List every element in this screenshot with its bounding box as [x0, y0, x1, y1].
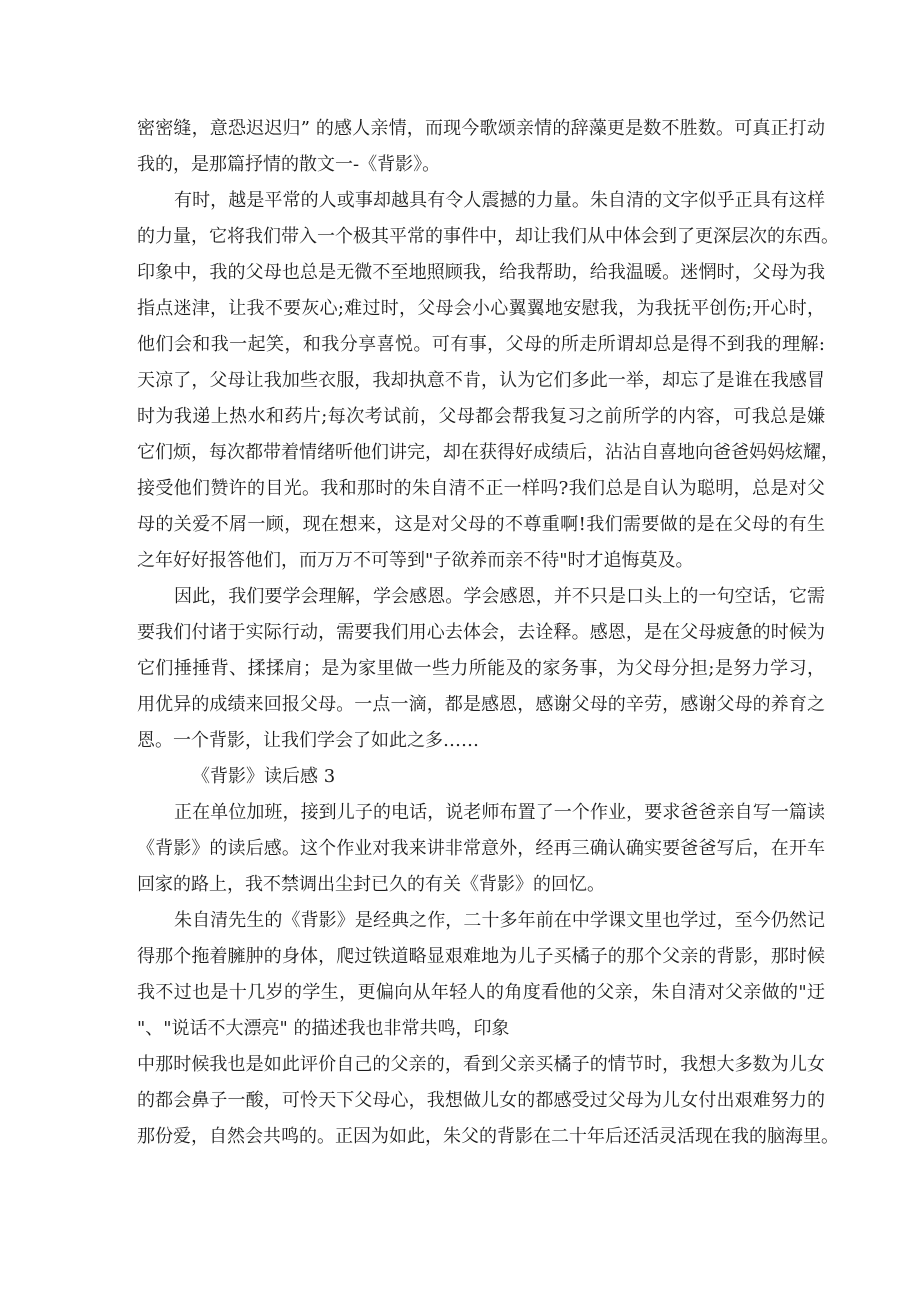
text-line: 天凉了，父母让我加些衣服，我却执意不肯，认为它们多此一举，却忘了是谁在我感冒: [137, 370, 825, 391]
section-heading: 《背影》读后感 3: [192, 766, 336, 787]
text-line: 恩。一个背影，让我们学会了如此之多……: [137, 730, 479, 751]
text-line: 他们会和我一起笑，和我分享喜悦。可有事，父母的所走所谓却总是得不到我的理解:: [137, 334, 825, 355]
text-line: 要我们付诸于实际行动，需要我们用心去体会，去诠释。感恩，是在父母疲惫的时候为: [137, 622, 825, 643]
text-line: 之年好好报答他们，而万万不可等到"子欲养而亲不待"时才追悔莫及。: [137, 550, 694, 571]
paragraph-first-line: 有时，越是平常的人或事却越具有令人震撼的力量。朱自清的文字似乎正具有这样: [174, 190, 825, 211]
text-line: 时为我递上热水和药片;每次考试前，父母都会帮我复习之前所学的内容，可我总是嫌: [137, 406, 825, 427]
text-line: 中那时候我也是如此评价自己的父亲的，看到父亲买橘子的情节时，我想大多数为儿女: [137, 1054, 825, 1075]
text-line: 我的，是那篇抒情的散文一-《背影》。: [137, 154, 441, 175]
text-line: 的力量，它将我们带入一个极其平常的事件中，却让我们从中体会到了更深层次的东西。: [137, 226, 839, 247]
text-line: 用优异的成绩来回报父母。一点一滴，都是感恩，感谢父母的辛劳，感谢父母的养育之: [137, 694, 825, 715]
text-line: 密密缝，意恐迟迟归” 的感人亲情，而现今歌颂亲情的辞藻更是数不胜数。可真正打动: [137, 118, 825, 139]
paragraph-first-line: 因此，我们要学会理解，学会感恩。学会感恩，并不只是口头上的一句空话，它需: [174, 586, 825, 607]
text-line: 印象中，我的父母也总是无微不至地照顾我，给我帮助，给我温暖。迷惘时，父母为我: [137, 262, 825, 283]
paragraph-first-line: 正在单位加班，接到儿子的电话，说老师布置了一个作业，要求爸爸亲自写一篇读: [174, 802, 825, 823]
text-line: 我不过也是十几岁的学生，更偏向从年轻人的角度看他的父亲，朱自清对父亲做的"迂: [137, 982, 825, 1003]
text-line: 母的关爱不屑一顾，现在想来，这是对父母的不尊重啊!我们需要做的是在父母的有生: [137, 514, 825, 535]
text-line: 它们烦，每次都带着情绪听他们讲完，却在获得好成绩后，沾沾自喜地向爸爸妈妈炫耀，: [137, 442, 839, 463]
text-line: 它们捶捶背、揉揉肩；是为家里做一些力所能及的家务事，为父母分担;是努力学习，: [137, 658, 825, 679]
text-line: 得那个拖着臃肿的身体，爬过铁道略显艰难地为儿子买橘子的那个父亲的背影，那时候: [137, 946, 825, 967]
text-line: 接受他们赞许的目光。我和那时的朱自清不正一样吗?我们总是自认为聪明，总是对父: [137, 478, 825, 499]
text-line: 的都会鼻子一酸，可怜天下父母心，我想做儿女的都感受过父母为儿女付出艰难努力的: [137, 1090, 825, 1111]
text-line: 回家的路上，我不禁调出尘封已久的有关《背影》的回忆。: [137, 874, 605, 895]
text-line: 《背影》的读后感。这个作业对我来讲非常意外，经再三确认确实要爸爸写后，在开车: [137, 838, 825, 859]
text-line: 那份爱，自然会共鸣的。正因为如此，朱父的背影在二十年后还活灵活现在我的脑海里。: [137, 1126, 839, 1147]
article-body: [137, 111, 839, 1155]
paragraph-first-line: 朱自清先生的《背影》是经典之作，二十多年前在中学课文里也学过，至今仍然记: [174, 910, 825, 931]
text-line: 指点迷津，让我不要灰心;难过时，父母会小心翼翼地安慰我，为我抚平创伤;开心时，: [137, 298, 825, 319]
text-line: "、"说话不大漂亮" 的描述我也非常共鸣，印象: [137, 1018, 510, 1039]
